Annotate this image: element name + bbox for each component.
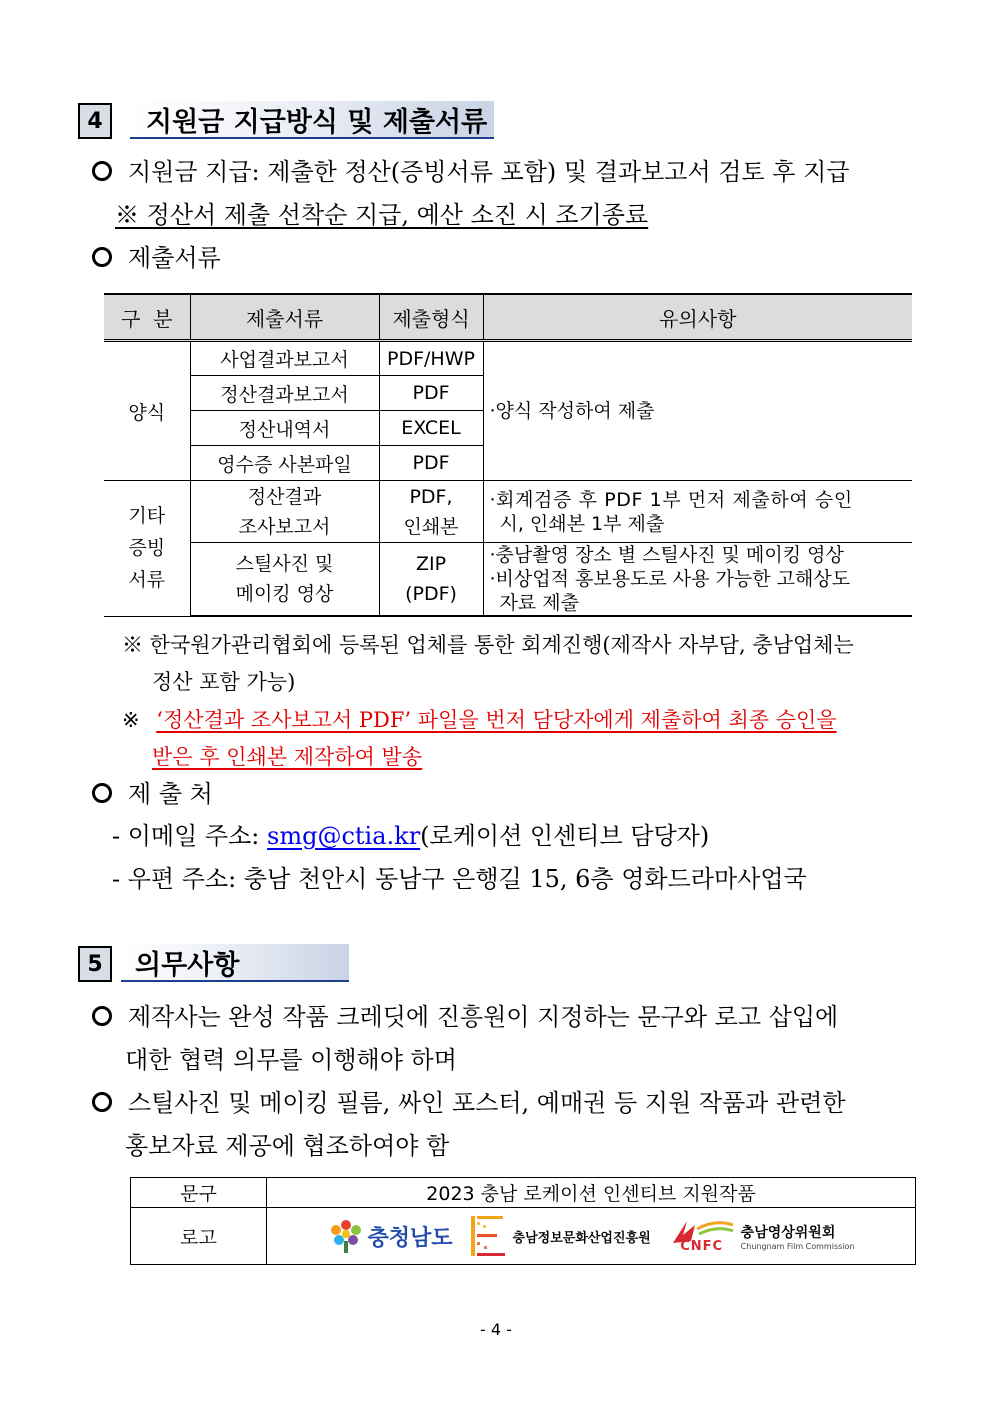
- table-row: [131, 1178, 916, 1208]
- cell-line: 시, 인쇄본 1부 제출: [499, 512, 665, 535]
- cell-line: ·회계검증 후 PDF 1부 먼저 제출하여 승인: [489, 488, 853, 511]
- credit-table: [130, 1177, 916, 1265]
- cell-document: 정산결과보고서: [190, 376, 379, 411]
- group-label-line: 기타: [128, 505, 166, 528]
- paragraph-destination: [92, 773, 213, 816]
- payment-note: ※ 정산서 제출 선착순 지급, 예산 소진 시 조기종료: [115, 201, 649, 229]
- cell-logos: [267, 1208, 916, 1265]
- page-number: - 4 -: [480, 1320, 512, 1339]
- table-header-row: [104, 294, 912, 341]
- paragraph-payment: [92, 151, 849, 194]
- paragraph-credit-cont: 대한 협력 의무를 이행해야 하며: [125, 1046, 457, 1074]
- cell-format: [379, 543, 483, 617]
- flower-icon: [328, 1219, 364, 1253]
- paragraph-promo-cont: 홍보자료 제공에 협조하여야 함: [125, 1132, 450, 1160]
- cell-label: 문구: [131, 1178, 267, 1208]
- cell-document: 영수증 사본파일: [190, 446, 379, 481]
- section-number: 5: [78, 946, 112, 982]
- ctia-mark-icon: [471, 1216, 507, 1256]
- cell-value: 2023 충남 로케이션 인센티브 지원작품: [267, 1178, 916, 1208]
- table-row: [131, 1208, 916, 1265]
- submission-table: [104, 293, 912, 617]
- section-title: 지원금 지급방식 및 제출서류: [130, 101, 494, 139]
- cell-line: 스틸사진 및: [235, 553, 334, 575]
- cell-line: 메이킹 영상: [235, 583, 334, 605]
- paragraph-text: 스틸사진 및 메이킹 필름, 싸인 포스터, 예매권 등 지원 작품과 관련한: [128, 1089, 846, 1117]
- address-line: - 우편 주소: 충남 천안시 동남구 은행길 15, 6층 영화드라마사업국: [112, 865, 807, 893]
- paragraph-text: 제 출 처: [128, 780, 213, 808]
- chungnam-province-logo: [328, 1219, 453, 1253]
- email-label: - 이메일 주소:: [112, 822, 268, 850]
- cell-document: [190, 481, 379, 543]
- header-document: 제출서류: [190, 294, 379, 341]
- paragraph-promo: [92, 1082, 846, 1125]
- group-label-line: 서류: [128, 569, 166, 592]
- note-mark: ※: [122, 708, 140, 732]
- group-other: [104, 481, 190, 617]
- email-link[interactable]: smg@ctia.kr: [267, 822, 421, 850]
- logo-subtext: Chungnam Film Commission: [740, 1241, 855, 1251]
- circle-bullet-icon: [92, 161, 112, 181]
- cell-document: [190, 543, 379, 617]
- cell-label: 로고: [131, 1208, 267, 1265]
- circle-bullet-icon: [92, 783, 112, 803]
- cell-line: ·충남촬영 장소 별 스틸사진 및 메이킹 영상: [489, 544, 844, 566]
- cell-document: 사업결과보고서: [190, 341, 379, 376]
- note-approval: [122, 702, 837, 738]
- cell-format: PDF: [379, 376, 483, 411]
- cell-line: (PDF): [405, 583, 457, 605]
- group-form: 양식: [104, 341, 190, 481]
- paragraph-text: 지원금 지급: 제출한 정산(증빙서류 포함) 및 결과보고서 검토 후 지급: [128, 158, 850, 186]
- cell-format: PDF/HWP: [379, 341, 483, 376]
- cell-line: 인쇄본: [403, 515, 459, 538]
- cell-line: 자료 제출: [499, 592, 579, 614]
- cell-line: PDF,: [409, 485, 453, 508]
- cell-line: ZIP: [415, 553, 447, 575]
- email-suffix: (로케이션 인센티브 담당자): [420, 822, 710, 850]
- cell-format: PDF: [379, 446, 483, 481]
- cnfc-logo: [669, 1219, 855, 1254]
- cell-line: 조사보고서: [238, 515, 331, 538]
- header-format: 제출형식: [379, 294, 483, 341]
- note-approval-text: ‘정산결과 조사보고서 PDF’ 파일을 번저 담당자에게 제출하여 최종 승인을: [156, 708, 837, 732]
- logo-text: 충남정보문화산업진흥원: [512, 1230, 651, 1246]
- group-label-line: 증빙: [128, 537, 166, 560]
- paragraph-text: 제출서류: [128, 244, 221, 272]
- ctia-logo: [471, 1216, 651, 1256]
- paragraph-documents: [92, 237, 221, 280]
- cell-line: ·비상업적 홍보용도로 사용 가능한 고해상도: [489, 568, 851, 590]
- cell-document: 정산내역서: [190, 411, 379, 446]
- cell-note: [483, 481, 912, 543]
- logo-mark-text: CNFC: [680, 1238, 724, 1254]
- table-row: [104, 543, 912, 617]
- logo-text: 충남영상위원회: [740, 1224, 836, 1241]
- email-line: [112, 815, 709, 858]
- section-title: 의무사항: [121, 944, 349, 982]
- table-row: [104, 481, 912, 543]
- circle-bullet-icon: [92, 247, 112, 267]
- table-row: [104, 341, 912, 376]
- circle-bullet-icon: [92, 1006, 112, 1026]
- header-category: 구 분: [104, 294, 190, 341]
- note-approval-cont: 받은 후 인쇄본 제작하여 발송: [152, 745, 423, 769]
- paragraph-text: 제작사는 완성 작품 크레딧에 진흥원이 지정하는 문구와 로고 삽입에: [128, 1003, 839, 1031]
- paragraph-credit: [92, 996, 838, 1039]
- header-notes: 유의사항: [483, 294, 912, 341]
- cell-format: [379, 481, 483, 543]
- cell-note: [483, 543, 912, 617]
- cell-format: EXCEL: [379, 411, 483, 446]
- note-accounting: ※ 한국원가관리협회에 등록된 업체를 통한 회계진행(제작사 자부담, 충남업체는: [122, 633, 854, 657]
- cell-line: 정산결과: [247, 485, 322, 508]
- cell-note: ·양식 작성하여 제출: [483, 341, 912, 481]
- logo-text: 충청남도: [367, 1225, 453, 1251]
- note-accounting-cont: 정산 포함 가능): [152, 670, 296, 694]
- circle-bullet-icon: [92, 1092, 112, 1112]
- section-number: 4: [78, 103, 112, 139]
